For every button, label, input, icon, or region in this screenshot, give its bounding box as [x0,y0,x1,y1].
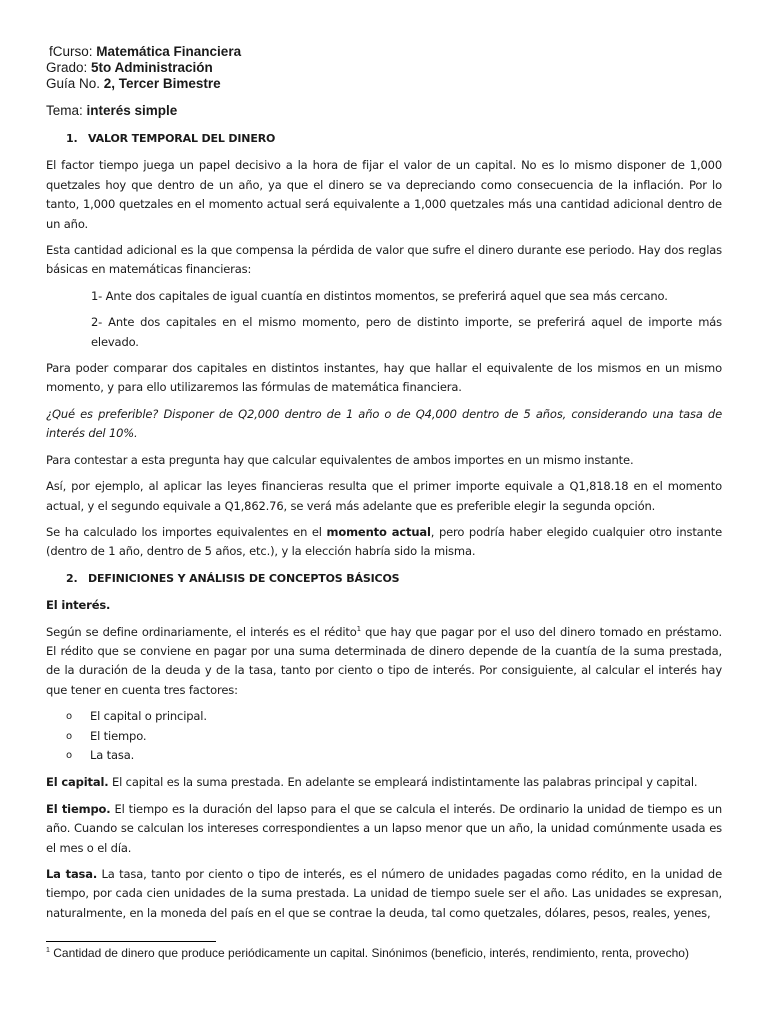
tiempo-definition: El tiempo. El tiempo es la duración del lapso para el que se calcula el interés. De ordinario la unidad de tiempo es un año. Cuando se calculan los intereses correspondientes a un lapso menor que un año, la unidad comúnmente usada es el mes o el día. [46,801,722,855]
guide-line: Guía No. 2, Tercer Bimestre [46,76,221,91]
bullet-marker: o [66,749,72,761]
paragraph: Se ha calculado los importes equivalentes en el momento actual, pero podría haber elegido cualquier otro instante (dentro de 1 año, dentro de 5 años, etc.), y la elección habría sido la misma. [46,524,722,559]
topic-line: Tema: interés simple [46,103,178,118]
rule-1: 1- Ante dos capitales de igual cuantía en distintos momentos, se preferirá aquel que sea más cercano. [91,288,668,303]
footnote: $^1$ Cantidad de dinero que produce periódicamente un capital. Sinónimos (beneficio, interés, rendimiento, renta, provecho) [46,946,689,960]
paragraph: El factor tiempo juega un papel decisivo a la hora de fijar el valor de un capital. No es lo mismo disponer de 1,000 quetzales hoy que dentro de un año, ya que el dinero se va depreciando como consecuencia de la inflación. Por lo tanto, 1,000 quetzales en el momento actual será equivalente a 1,000 quetzales más una cantidad adicional dentro de un año. [46,158,722,231]
document-body [46,129,722,930]
list-item: o El capital o principal. [66,707,722,726]
capital-definition: El capital. El capital es la suma prestada. En adelante se empleará indistintamente las palabras principal y capital. [46,775,698,790]
paragraph: Según se define ordinariamente, el interés es el rédito$^1$ que hay que pagar por el uso del dinero tomado en préstamo. El rédito que se conviene en pagar por una suma determinada de dinero depende de la cuantía de la suma prestada, de la duración de la deuda y de la tasa, tanto por ciento o tipo de interés. Por consiguiente, al calcular el interés hay que tener en cuenta tres factores: [46,624,722,697]
grade-line: Grado: 5to Administración [46,60,213,75]
document-header [46,44,241,119]
section-heading-1: 1. VALOR TEMPORAL DEL DINERO [66,132,276,145]
rule-2: 2- Ante dos capitales en el mismo momento, pero de distinto importe, se preferirá aquel de importe más elevado. [91,315,722,349]
factors-list [46,707,722,765]
footnote-divider [46,941,216,942]
bullet-marker: o [66,730,72,742]
footnote-reference[interactable]: 1 [356,624,361,633]
list-item: o El tiempo. [66,727,722,746]
question-paragraph: ¿Qué es preferible? Disponer de Q2,000 dentro de 1 año o de Q4,000 dentro de 5 años, considerando una tasa de interés del 10%. [46,406,722,441]
topic-name: interés simple [86,103,178,118]
list-item: o La tasa. [66,746,722,765]
section-heading-2: 2. DEFINICIONES Y ANÁLISIS DE CONCEPTOS BÁSICOS [66,571,400,585]
grade-name: 5to Administración [91,60,213,75]
tasa-definition: La tasa. La tasa, tanto por ciento o tipo de interés, es el número de unidades pagadas como rédito, en la unidad de tiempo, por cada cien unidades de la suma prestada. La unidad de tiempo suele ser el año. Las unidades se expresan, naturalmente, en la moneda del país en el que se contrae la deuda, tal como quetzales, dólares, pesos, reales, yenes, [46,867,723,920]
course-line: fCurso: Matemática Financiera [49,44,242,59]
paragraph: Para poder comparar dos capitales en distintos instantes, hay que hallar el equivalente de los mismos en un mismo momento, y para ello utilizaremos las fórmulas de matemática financiera. [46,361,722,395]
paragraph: Así, por ejemplo, al aplicar las leyes financieras resulta que el primer importe equivale a Q1,818.18 en el momento actual, y el segundo equivale a Q1,862.76, se verá más adelante que es preferible elegir la segunda opción. [46,479,722,513]
subheading-interes: El interés. [46,598,111,613]
paragraph: Para contestar a esta pregunta hay que calcular equivalentes de ambos importes en un mismo instante. [46,452,634,467]
paragraph: Esta cantidad adicional es la que compensa la pérdida de valor que sufre el dinero durante ese periodo. Hay dos reglas básicas en matemáticas financieras: [46,243,722,277]
bullet-marker: o [66,711,72,723]
course-name: Matemática Financiera [96,44,242,59]
guide-name: 2, Tercer Bimestre [103,76,221,91]
